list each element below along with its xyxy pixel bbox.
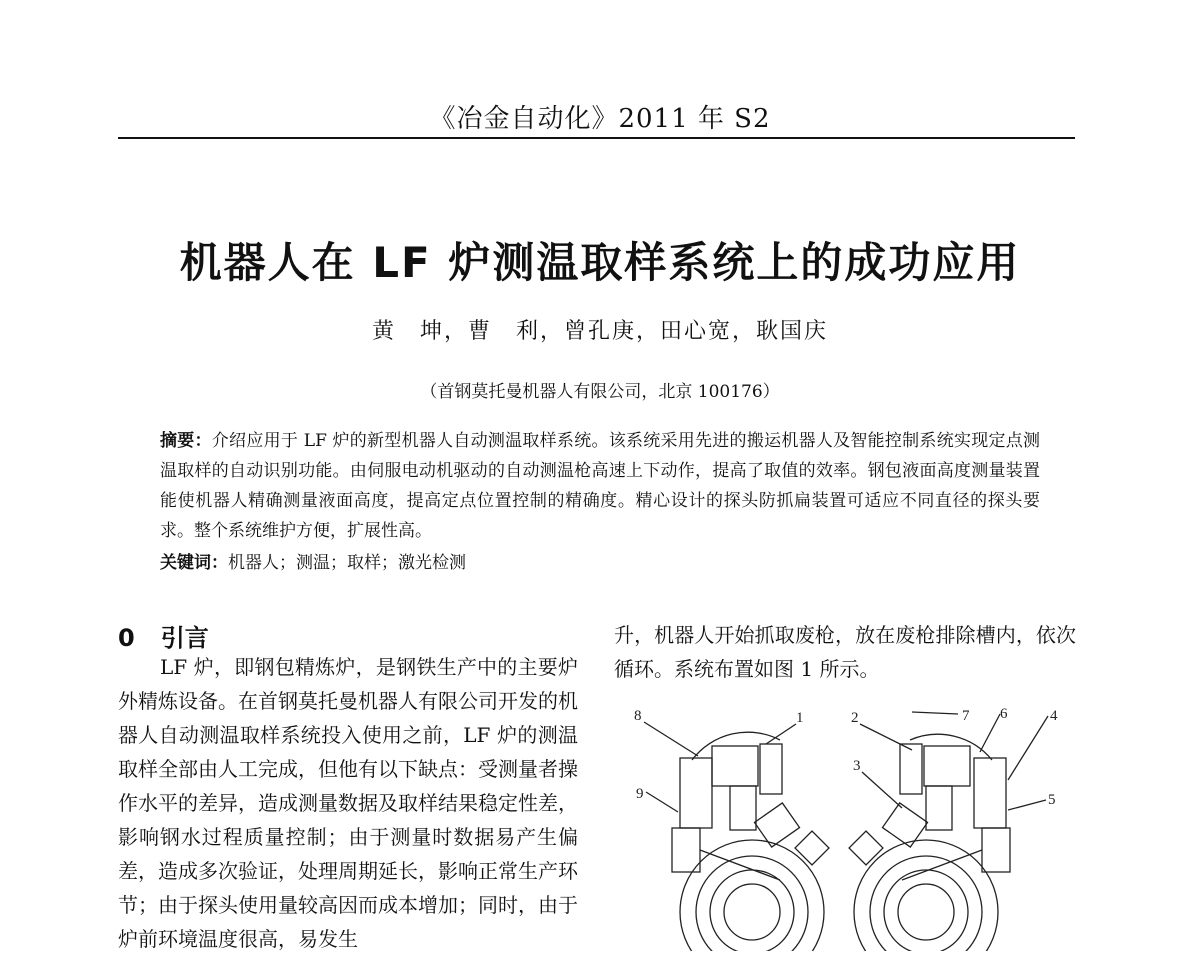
left-ladle-core bbox=[724, 884, 780, 940]
left-boom bbox=[700, 850, 780, 880]
left-column bbox=[118, 650, 578, 956]
leader-7 bbox=[912, 712, 958, 714]
figure-1-system-layout bbox=[620, 700, 1080, 951]
fig-label-4: 4 bbox=[1050, 708, 1058, 724]
left-probe-rack bbox=[760, 744, 782, 794]
section-title: 引言 bbox=[160, 624, 209, 652]
leader-1 bbox=[766, 724, 796, 744]
left-sampler bbox=[672, 828, 700, 872]
right-cabinet bbox=[974, 758, 1006, 828]
left-robot-arm bbox=[730, 786, 756, 830]
header-rule bbox=[118, 137, 1075, 139]
right-ladle-outer bbox=[854, 840, 998, 951]
fig-label-6: 6 bbox=[1000, 706, 1008, 722]
intro-paragraph: LF 炉，即钢包精炼炉，是钢铁生产中的主要炉外精炼设备。在首钢莫托曼机器人有限公司开发的机器人自动测温取样系统投入使用之前，LF 炉的测温取样全部由人工完成，但他有以下缺点：受测量者操作水平的差异，造成测量数据及取样结果稳定性差，影响钢水过程质量控制；由于测量时数据易产生偏差，造成多次验证，处理周期延长，影响正常生产环节；由于探头使用量较高因而成本增加；同时，由于炉前环境温度很高，易发生 bbox=[118, 655, 578, 951]
abstract bbox=[160, 426, 1040, 546]
left-cabinet bbox=[680, 758, 712, 828]
section-heading bbox=[118, 618, 209, 653]
keywords-label: 关键词： bbox=[160, 553, 228, 573]
journal-header: 《冶金自动化》2011 年 S2 bbox=[429, 104, 771, 134]
right-ladle-core bbox=[898, 884, 954, 940]
article-title: 机器人在 LF 炉测温取样系统上的成功应用 bbox=[179, 238, 1021, 287]
leader-9 bbox=[646, 792, 678, 812]
right-probe-rack bbox=[900, 744, 922, 794]
abstract-label: 摘要： bbox=[160, 431, 212, 451]
right-paragraph: 升，机器人开始抓取废枪，放在废枪排除槽内，依次循环。系统布置如图 1 所示。 bbox=[614, 623, 1076, 681]
right-robot-base bbox=[924, 746, 970, 786]
fig-label-3: 3 bbox=[853, 758, 861, 774]
left-ladle-outer bbox=[680, 840, 824, 951]
leader-8 bbox=[644, 722, 698, 756]
keywords-text: 机器人；测温；取样；激光检测 bbox=[228, 553, 466, 573]
leader-2 bbox=[860, 724, 912, 750]
leader-3 bbox=[862, 772, 902, 808]
right-sampler bbox=[982, 828, 1010, 872]
right-boom bbox=[902, 850, 982, 880]
fig-label-5: 5 bbox=[1048, 792, 1056, 808]
left-robot-base bbox=[712, 746, 758, 786]
fig-label-8: 8 bbox=[634, 708, 642, 724]
leader-4 bbox=[1008, 716, 1048, 780]
right-column bbox=[614, 618, 1076, 686]
layout-drawing bbox=[620, 700, 1080, 951]
right-ejector bbox=[849, 831, 883, 865]
section-number: 0 bbox=[118, 624, 135, 652]
left-ladle-inner bbox=[710, 870, 794, 951]
leader-6 bbox=[980, 714, 1000, 752]
leader-5 bbox=[1008, 800, 1046, 810]
author-list: 黄 坤，曹 利，曾孔庚，田心宽，耿国庆 bbox=[371, 319, 828, 344]
right-ladle-inner bbox=[884, 870, 968, 951]
affiliation: （首钢莫托曼机器人有限公司，北京 100176） bbox=[420, 382, 780, 402]
fig-label-9: 9 bbox=[636, 786, 644, 802]
fig-label-7: 7 bbox=[962, 708, 970, 724]
left-ejector bbox=[795, 831, 829, 865]
fig-label-2: 2 bbox=[851, 710, 859, 726]
abstract-text: 介绍应用于 LF 炉的新型机器人自动测温取样系统。该系统采用先进的搬运机器人及智能控制系统实现定点测温取样的自动识别功能。由伺服电动机驱动的自动测温枪高速上下动作，提高了取值的效率。钢包液面高度测量装置能使机器人精确测量液面高度，提高定点位置控制的精确度。精心设计的探头防抓扁装置可适应不同直径的探头要求。整个系统维护方便，扩展性高。 bbox=[160, 431, 1041, 541]
keywords bbox=[160, 548, 1040, 578]
right-robot-arm bbox=[926, 786, 952, 830]
fig-label-1: 1 bbox=[796, 710, 804, 726]
